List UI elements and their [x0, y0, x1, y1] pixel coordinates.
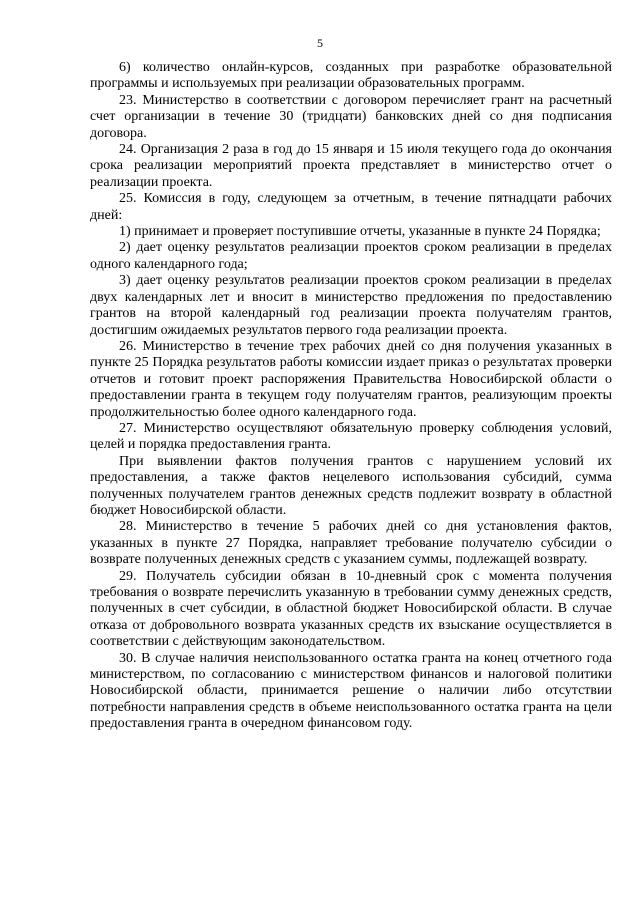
paragraph-28: 28. Министерство в течение 5 рабочих дней со дня установления фактов, указанных в пункте 27 Порядка, направляет требование получателю субсидии о возврате полученных денежных средств с указанием суммы, подлежащей возврату.	[90, 519, 612, 568]
paragraph-26: 26. Министерство в течение трех рабочих дней со дня получения указанных в пункте 25 Порядка результатов работы комиссии издает приказ о результатах проверки отчетов и готовит проект распоряжения Правительства Новосибирской области о предоставлении гранта в текущем году получателям грантов, реализующим проекты продолжительностью более одного календарного года.	[90, 338, 612, 420]
paragraph-27-continuation: При выявлении фактов получения грантов с нарушением условий их предоставления, а также фактов нецелевого использования субсидий, сумма полученных получателем грантов денежных средств подлежит возврату в областной бюджет Новосибирской области.	[90, 453, 612, 518]
paragraph-25: 25. Комиссия в году, следующем за отчетным, в течение пятнадцати рабочих дней:	[90, 191, 612, 223]
paragraph-23: 23. Министерство в соответствии с договором перечисляет грант на расчетный счет организации в течение 30 (тридцати) банковских дней со дня подписания договора.	[90, 92, 612, 141]
paragraph-25-item-3: 3) дает оценку результатов реализации проектов сроком реализации в пределах двух календарных лет и вносит в министерство предложения по предоставлению грантов на второй календарный год реализации проекта получателям грантов, достигшим ожидаемых результатов первого года реализации проекта.	[90, 273, 612, 338]
paragraph-25-item-2: 2) дает оценку результатов реализации проектов сроком реализации в пределах одного календарного года;	[90, 240, 612, 272]
paragraph-25-item-1: 1) принимает и проверяет поступившие отчеты, указанные в пункте 24 Порядка;	[119, 224, 601, 240]
document-body	[90, 60, 612, 733]
paragraph-item-6: 6) количество онлайн-курсов, созданных при разработке образовательной программы и используемых при реализации образовательных программ.	[90, 60, 612, 92]
paragraph-30: 30. В случае наличия неиспользованного остатка гранта на конец отчетного года министерством, по согласованию с министерством финансов и налоговой политики Новосибирской области, принимается решение о наличии либо отсутствии потребности направления средств в объеме неиспользованного остатка гранта на цели предоставления гранта в очередном финансовом году.	[90, 650, 612, 732]
page-number: 5	[317, 36, 323, 50]
paragraph-27: 27. Министерство осуществляют обязательную проверку соблюдения условий, целей и порядка предоставления гранта.	[90, 420, 612, 453]
paragraph-29: 29. Получатель субсидии обязан в 10-дневный срок с момента получения требования о возврате перечислить указанную в требовании сумму денежных средств, полученных в счет субсидии, в областной бюджет Новосибирской области. В случае отказа от добровольного возврата указанных средств их взыскание осуществляется в соответствии с действующим законодательством.	[90, 568, 612, 650]
paragraph-24: 24. Организация 2 раза в год до 15 января и 15 июля текущего года до окончания срока реализации мероприятий проекта представляет в министерство отчет о реализации проекта.	[90, 142, 612, 190]
